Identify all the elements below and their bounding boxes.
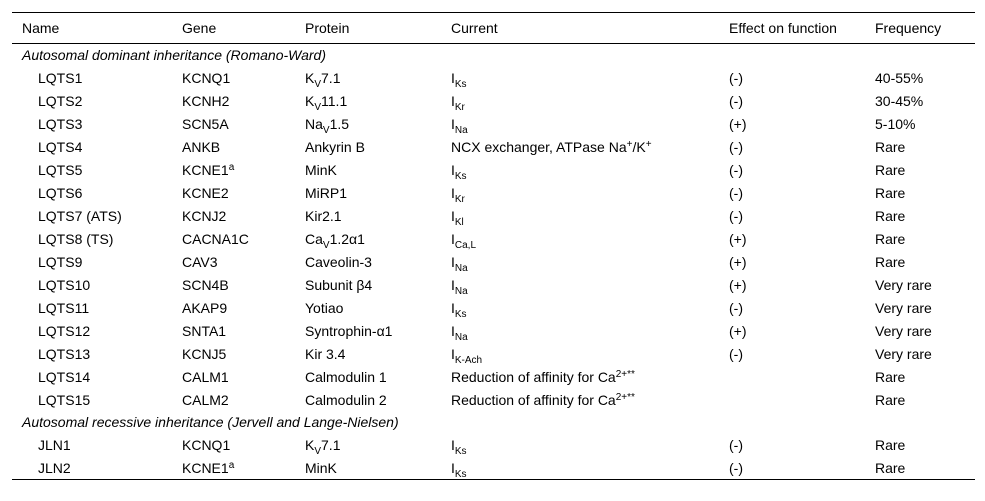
current-text: /K [632, 138, 646, 155]
cell-gene [172, 66, 295, 89]
current-subscript: Kr [454, 101, 465, 113]
cell-effect: (-) [729, 138, 743, 155]
cell-gene [172, 319, 295, 342]
table-row [12, 273, 975, 296]
cell-name: LQTS2 [38, 92, 83, 109]
gene-text: KCNE1 [182, 161, 229, 178]
cell-frequency: 40-55% [875, 69, 924, 86]
protein-suffix: 7.1 [321, 436, 341, 453]
cell-name: LQTS15 [38, 391, 91, 408]
gene-footnote: a [228, 459, 235, 471]
cell-current [441, 89, 719, 112]
protein-subscript: V [322, 239, 330, 251]
cell-name: LQTS1 [38, 69, 83, 86]
cell-name: LQTS7 (ATS) [38, 207, 122, 224]
table-row [12, 181, 975, 204]
current-superscript: + [645, 138, 652, 150]
gene-text: SCN4B [182, 276, 229, 293]
header-frequency: Frequency [875, 20, 942, 36]
protein-text: Ankyrin B [305, 138, 365, 155]
cell-gene [172, 433, 295, 456]
table-row [12, 250, 975, 273]
cell-gene [172, 342, 295, 365]
cell-name: LQTS8 (TS) [38, 230, 114, 247]
current-text: Reduction of affinity for Ca [451, 391, 616, 408]
protein-text: MinK [305, 161, 337, 178]
protein-text: MinK [305, 459, 337, 476]
cell-current [441, 112, 719, 135]
table-row [12, 204, 975, 227]
table-row [12, 158, 975, 181]
cell-name: LQTS6 [38, 184, 83, 201]
gene-text: KCNQ1 [182, 69, 231, 86]
gene-text: ANKB [182, 138, 221, 155]
cell-effect: (+) [729, 276, 747, 293]
section-title: Autosomal dominant inheritance (Romano-Ward) [22, 47, 326, 63]
protein-subscript: V [322, 124, 330, 136]
current-superscript: + [626, 138, 633, 150]
cell-current [441, 342, 719, 365]
section-row [12, 44, 975, 67]
cell-protein [295, 319, 441, 342]
cell-current [441, 273, 719, 296]
gene-text: CALM1 [182, 368, 229, 385]
cell-protein [295, 250, 441, 273]
table-row [12, 342, 975, 365]
cell-frequency: 5-10% [875, 115, 916, 132]
cell-name: LQTS9 [38, 253, 83, 270]
current-symbol: I [451, 436, 455, 453]
cell-name: LQTS4 [38, 138, 83, 155]
current-subscript: Ks [454, 170, 467, 182]
protein-text: K [305, 92, 315, 109]
gene-text: CACNA1C [182, 230, 249, 247]
cell-current [441, 433, 719, 456]
header-protein: Protein [305, 20, 350, 36]
header-current: Current [451, 20, 498, 36]
protein-text: K [305, 436, 315, 453]
cell-protein [295, 135, 441, 158]
cell-gene [172, 388, 295, 411]
current-subscript: Na [454, 124, 468, 136]
cell-frequency: Rare [875, 368, 906, 385]
protein-text: Kir2.1 [305, 207, 342, 224]
current-subscript: Na [454, 262, 468, 274]
protein-suffix: 1.5 [329, 115, 350, 132]
cell-protein [295, 227, 441, 250]
cell-frequency: Rare [875, 207, 906, 224]
cell-name: LQTS11 [38, 299, 90, 316]
cell-name: LQTS12 [38, 322, 91, 339]
cell-effect: (-) [729, 436, 743, 453]
cell-name: LQTS10 [38, 276, 91, 293]
table-container [12, 12, 975, 480]
cell-name: LQTS5 [38, 161, 83, 178]
cell-protein [295, 273, 441, 296]
cell-protein [295, 365, 441, 388]
cell-current [441, 250, 719, 273]
cell-current [441, 158, 719, 181]
current-symbol: I [451, 92, 455, 109]
cell-frequency: Rare [875, 459, 906, 476]
cell-gene [172, 158, 295, 181]
table-row [12, 296, 975, 319]
protein-suffix: 11.1 [321, 92, 348, 109]
cell-frequency: Rare [875, 391, 906, 408]
current-symbol: I [451, 207, 455, 224]
cell-frequency: Rare [875, 253, 906, 270]
current-superscript: 2+** [615, 368, 635, 380]
cell-protein [295, 204, 441, 227]
cell-effect: (-) [729, 345, 743, 362]
cell-effect: (-) [729, 207, 743, 224]
cell-protein [295, 158, 441, 181]
protein-text: Syntrophin-α1 [305, 322, 393, 339]
cell-name: JLN1 [38, 436, 71, 453]
cell-protein [295, 181, 441, 204]
cell-effect: (-) [729, 299, 743, 316]
protein-text: Calmodulin 1 [305, 368, 387, 385]
cell-protein [295, 296, 441, 319]
gene-footnote: a [228, 161, 235, 173]
cell-current [441, 181, 719, 204]
cell-protein [295, 66, 441, 89]
table-row [12, 319, 975, 342]
current-subscript: Ks [454, 468, 467, 480]
gene-text: CAV3 [182, 253, 218, 270]
gene-text: AKAP9 [182, 299, 228, 316]
table-row [12, 135, 975, 158]
protein-subscript: V [314, 101, 322, 113]
protein-text: Yotiao [305, 299, 344, 316]
cell-gene [172, 365, 295, 388]
cell-effect: (-) [729, 69, 743, 86]
lqts-genes-table [12, 12, 975, 480]
cell-gene [172, 227, 295, 250]
cell-gene [172, 250, 295, 273]
header-gene: Gene [182, 20, 217, 36]
protein-text: K [305, 69, 315, 86]
cell-effect: (+) [729, 230, 747, 247]
cell-frequency: Very rare [875, 299, 932, 316]
current-symbol: I [451, 253, 455, 270]
cell-current [441, 296, 719, 319]
cell-frequency: Rare [875, 161, 906, 178]
cell-gene [172, 273, 295, 296]
cell-protein [295, 112, 441, 135]
cell-current [441, 456, 719, 480]
header-effect: Effect on function [729, 20, 837, 36]
protein-subscript: V [314, 78, 322, 90]
header-name: Name [22, 20, 60, 36]
current-symbol: I [451, 230, 455, 247]
current-text: NCX exchanger, ATPase Na [451, 138, 627, 155]
cell-current [441, 66, 719, 89]
current-subscript: Na [454, 285, 468, 297]
cell-current [441, 204, 719, 227]
cell-gene [172, 135, 295, 158]
cell-current [441, 388, 719, 411]
gene-text: CALM2 [182, 391, 229, 408]
gene-text: KCNQ1 [182, 436, 231, 453]
cell-frequency: Very rare [875, 322, 932, 339]
table-row [12, 365, 975, 388]
cell-frequency: Very rare [875, 345, 932, 362]
cell-frequency: Rare [875, 436, 906, 453]
current-subscript: Ks [454, 308, 467, 320]
cell-effect: (+) [729, 322, 747, 339]
table-row [12, 456, 975, 480]
cell-frequency: 30-45% [875, 92, 924, 109]
cell-gene [172, 89, 295, 112]
protein-text: Na [305, 115, 323, 132]
protein-text: Caveolin-3 [305, 253, 372, 270]
cell-protein [295, 342, 441, 365]
cell-effect: (+) [729, 115, 747, 132]
protein-text: Kir 3.4 [305, 345, 346, 362]
current-symbol: I [451, 322, 455, 339]
protein-suffix: 1.2α1 [329, 230, 365, 247]
cell-effect: (-) [729, 92, 743, 109]
protein-suffix: 7.1 [321, 69, 341, 86]
protein-text: Subunit β4 [305, 276, 373, 293]
cell-protein [295, 456, 441, 480]
protein-text: MiRP1 [305, 184, 348, 201]
current-text: Reduction of affinity for Ca [451, 368, 616, 385]
cell-effect: (-) [729, 161, 743, 178]
cell-effect [719, 388, 865, 411]
protein-text: Calmodulin 2 [305, 391, 387, 408]
cell-name: JLN2 [38, 459, 71, 476]
cell-current [441, 227, 719, 250]
current-symbol: I [451, 115, 455, 132]
cell-effect: (-) [729, 459, 743, 476]
cell-frequency: Rare [875, 138, 906, 155]
current-subscript: K-Ach [454, 354, 483, 366]
cell-gene [172, 296, 295, 319]
table-row [12, 227, 975, 250]
gene-text: SCN5A [182, 115, 229, 132]
current-symbol: I [451, 299, 455, 316]
current-symbol: I [451, 69, 455, 86]
section-row [12, 411, 975, 433]
section-title: Autosomal recessive inheritance (Jervell and Lange-Nielsen) [22, 414, 399, 430]
cell-gene [172, 204, 295, 227]
current-subscript: Na [454, 331, 468, 343]
cell-protein [295, 89, 441, 112]
table-row [12, 388, 975, 411]
current-symbol: I [451, 276, 455, 293]
table-row [12, 433, 975, 456]
gene-text: KCNJ2 [182, 207, 227, 224]
cell-frequency: Rare [875, 184, 906, 201]
cell-current [441, 319, 719, 342]
cell-effect: (+) [729, 253, 747, 270]
header-row [12, 13, 975, 44]
gene-text: KCNJ5 [182, 345, 227, 362]
gene-text: KCNE1 [182, 459, 229, 476]
current-symbol: I [451, 459, 455, 476]
cell-effect [719, 365, 865, 388]
current-symbol: I [451, 161, 455, 178]
current-subscript: Ks [454, 445, 467, 457]
cell-current [441, 135, 719, 158]
gene-text: KCNH2 [182, 92, 230, 109]
cell-effect: (-) [729, 184, 743, 201]
table-row [12, 89, 975, 112]
current-superscript: 2+** [615, 391, 635, 403]
gene-text: KCNE2 [182, 184, 229, 201]
cell-name: LQTS3 [38, 115, 83, 132]
cell-protein [295, 433, 441, 456]
protein-text: Ca [305, 230, 323, 247]
current-subscript: Ca,L [454, 239, 477, 251]
cell-gene [172, 456, 295, 480]
current-subscript: Kl [454, 216, 464, 228]
table-row [12, 112, 975, 135]
table-body [12, 44, 975, 480]
current-subscript: Kr [454, 193, 465, 205]
current-symbol: I [451, 345, 455, 362]
cell-name: LQTS14 [38, 368, 91, 385]
cell-frequency: Rare [875, 230, 906, 247]
cell-current [441, 365, 719, 388]
gene-text: SNTA1 [182, 322, 227, 339]
cell-protein [295, 388, 441, 411]
current-subscript: Ks [454, 78, 467, 90]
cell-name: LQTS13 [38, 345, 91, 362]
current-symbol: I [451, 184, 455, 201]
cell-gene [172, 112, 295, 135]
protein-subscript: V [314, 445, 322, 457]
cell-gene [172, 181, 295, 204]
table-row [12, 66, 975, 89]
cell-frequency: Very rare [875, 276, 932, 293]
